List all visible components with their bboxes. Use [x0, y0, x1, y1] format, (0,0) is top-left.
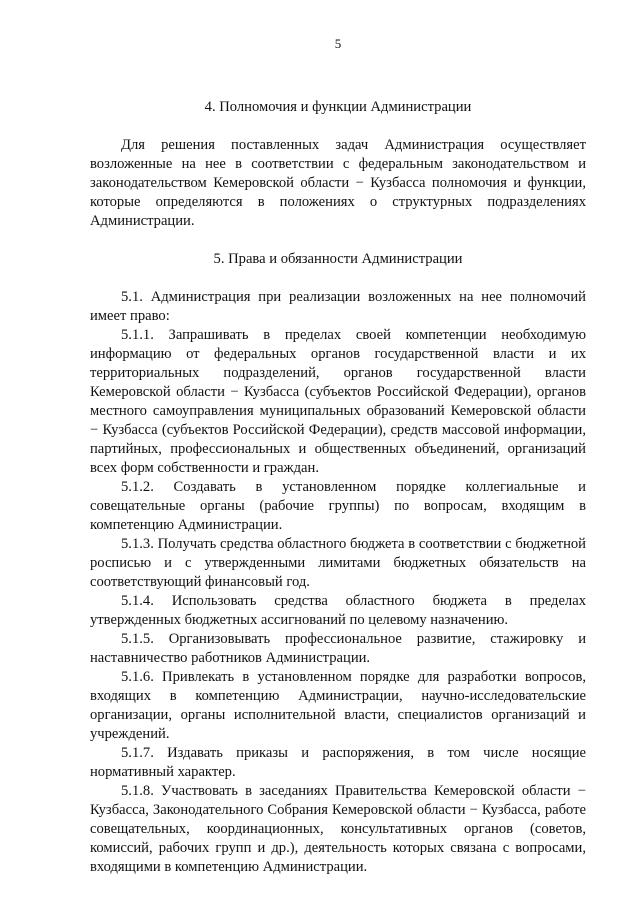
- clause-5-1-5: 5.1.5. Организовывать профессиональное развитие, стажировку и наставничество работников Администрации.: [90, 631, 586, 666]
- spacer: [90, 231, 586, 250]
- section-4-heading: 4. Полномочия и функции Администрации: [204, 99, 472, 115]
- page-number: 5: [334, 36, 342, 51]
- clause-5-1-6: 5.1.6. Привлекать в установленном порядке для разработки вопросов, входящих в компетенцию Администрации, научно-исследовательские организации, органы исполнительной власти, специалистов организаций и учреждений.: [90, 669, 586, 742]
- clause-5-1-7: 5.1.7. Издавать приказы и распоряжения, в том числе носящие нормативный характер.: [90, 745, 586, 780]
- spacer: [90, 269, 586, 288]
- clause-5-1-8: 5.1.8. Участвовать в заседаниях Правительства Кемеровской области − Кузбасса, Законодательного Собрания Кемеровской области − Кузбасса, работе совещательных, координационных, консультативных органов (советов, комиссий, рабочих групп и др.), деятельность которых связана с вопросами, входящими в компетенцию Администрации.: [90, 783, 586, 875]
- document-page: [90, 0, 586, 905]
- section-5-heading: 5. Права и обязанности Администрации: [213, 251, 463, 267]
- clause-5-1: 5.1. Администрация при реализации возложенных на нее полномочий имеет право:: [90, 289, 586, 324]
- clause-5-1-3: 5.1.3. Получать средства областного бюджета в соответствии с бюджетной росписью и с утвержденными лимитами бюджетных обязательств на соответствующий финансовый год.: [90, 536, 586, 590]
- spacer: [90, 117, 586, 136]
- section-4-paragraph: Для решения поставленных задач Администрация осуществляет возложенные на нее в соответствии с федеральным законодательством и законодательством Кемеровской области − Кузбасса полномочия и функции, которые определяются в положениях о структурных подразделениях Администрации.: [90, 137, 586, 229]
- clause-5-1-2: 5.1.2. Создавать в установленном порядке коллегиальные и совещательные органы (рабочие группы) по вопросам, входящим в компетенцию Администрации.: [90, 479, 586, 533]
- clause-5-1-4: 5.1.4. Использовать средства областного бюджета в пределах утвержденных бюджетных ассигнований по целевому назначению.: [90, 593, 586, 628]
- document-body: [90, 98, 586, 877]
- clause-5-1-1: 5.1.1. Запрашивать в пределах своей компетенции необходимую информацию от федеральных органов государственной власти и их территориальных подразделений, органов государственной власти Кемеровской области − Кузбасса (субъектов Российской Федерации), органов местного самоуправления муниципальных образований Кемеровской области − Кузбасса (субъектов Российской Федерации), средств массовой информации, партийных, профессиональных и общественных объединений, организаций всех форм собственности и граждан.: [90, 327, 586, 476]
